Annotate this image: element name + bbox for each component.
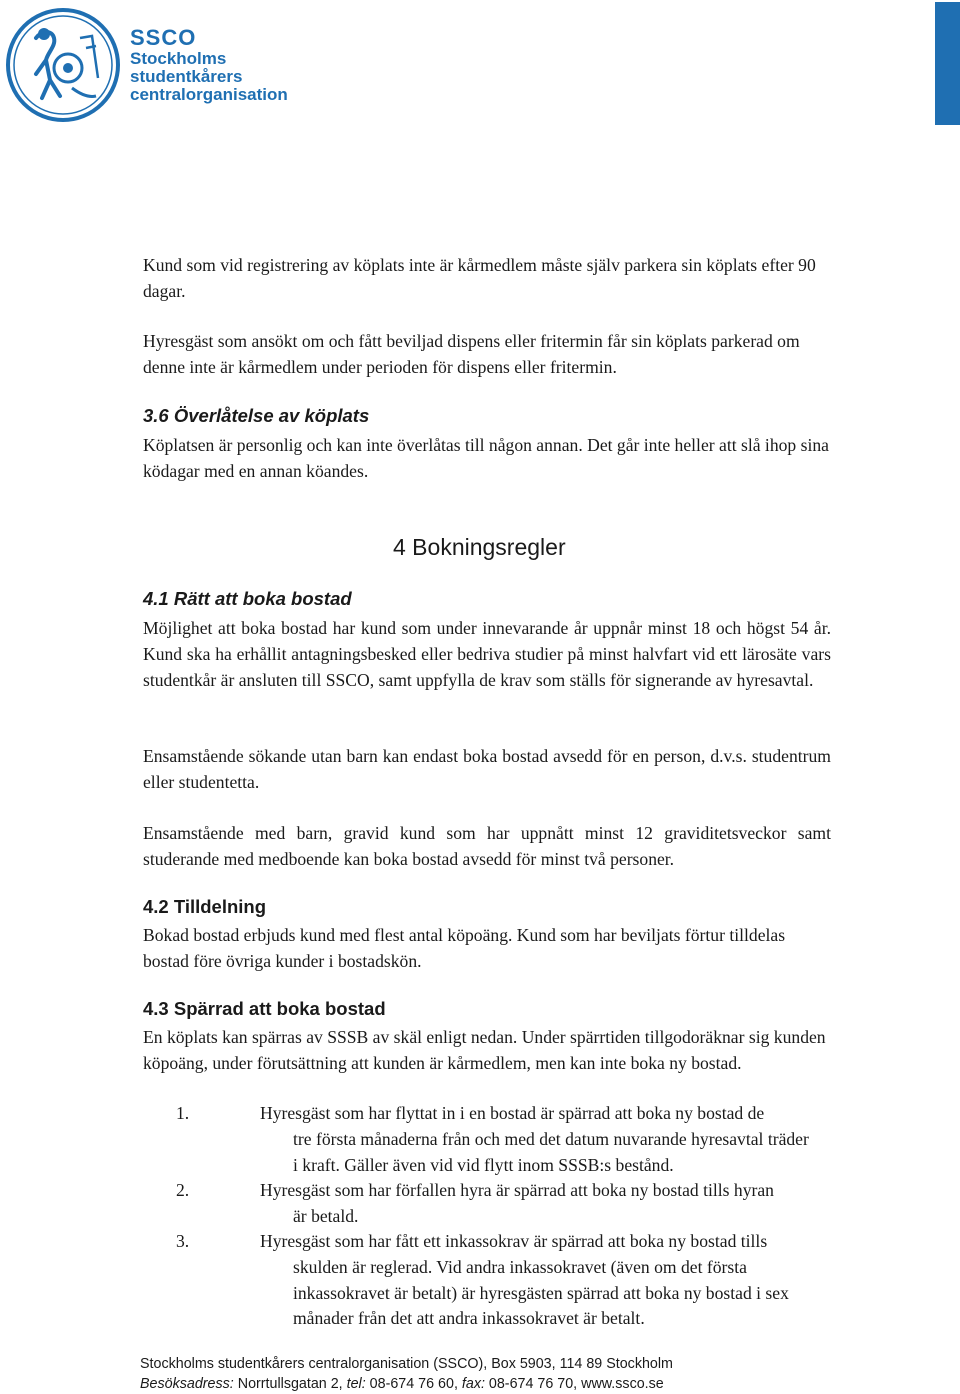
- heading-4-bokningsregler: 4 Bokningsregler: [393, 534, 566, 560]
- heading-3-6: 3.6 Överlåtelse av köplats: [143, 405, 370, 426]
- logo-line-3: centralorganisation: [130, 85, 288, 104]
- list-item-number: 1.: [176, 1103, 190, 1123]
- heading-4-3: 4.3 Spärrad att boka bostad: [143, 998, 386, 1019]
- ssco-seal-logo: [6, 8, 120, 122]
- paragraph-4-1-single: Ensamstående sökande utan barn kan endast boka bostad avsedd för en person, d.v.s. studentrum eller studentetta.: [143, 746, 831, 792]
- list-item-number: 2.: [176, 1180, 190, 1200]
- list-item-first-line: Hyresgäst som har förfallen hyra är spärrad att boka ny bostad tills hyran: [260, 1180, 774, 1200]
- list-item-continuation: är betald.: [293, 1205, 359, 1226]
- footer-contact-line: [140, 1374, 673, 1394]
- footer-organisation-line: Stockholms studentkårers centralorganisation (SSCO), Box 5903, 114 89 Stockholm: [140, 1356, 673, 1372]
- footer-visit-address: Norrtullsgatan 2,: [233, 1376, 347, 1392]
- list-item-continuation: skulden är reglerad. Vid andra inkassokravet (även om det första inkassokravet är betalt) är hyresgästen spärrad att boka ny bostad i sex månader från det att andra inkassokravet är betalt.: [293, 1256, 789, 1329]
- header-accent-tab: [935, 2, 960, 125]
- paragraph-4-1-eligibility: Möjlighet att boka bostad har kund som under innevarande år uppnår minst 18 och högst 54 år. Kund ska ha erhållit antagningsbesked eller bedriva studier på minst halvfart vid ett lärosäte vars studentkår är ansluten till SSCO, samt uppfylla de krav som ställs för signerande av hyresavtal.: [143, 618, 831, 690]
- list-item-continuation: tre första månaderna från och med det datum nuvarande hyresavtal träder i kraft. Gäller även vid vid flytt inom SSSB:s bestånd.: [293, 1128, 809, 1175]
- list-item-first-line: Hyresgäst som har flyttat in i en bostad är spärrad att boka ny bostad de: [260, 1103, 765, 1123]
- paragraph-4-1-family: Ensamstående med barn, gravid kund som har uppnått minst 12 graviditetsveckor samt studerande med medboende kan boka bostad avsedd för minst två personer.: [143, 823, 831, 869]
- paragraph-dispens: Hyresgäst som ansökt om och fått beviljad dispens eller fritermin får sin köplats parkerad om denne inte är kårmedlem under perioden för dispens eller fritermin.: [143, 331, 800, 377]
- logo-line-2: studentkårers: [130, 67, 243, 86]
- paragraph-4-2: Bokad bostad erbjuds kund med flest antal köpoäng. Kund som har beviljats förtur tilldelas bostad före övriga kunder i bostadskön.: [143, 925, 786, 971]
- footer-tel-label: tel:: [346, 1376, 366, 1392]
- footer-fax-web: 08-674 76 70, www.ssco.se: [484, 1376, 664, 1392]
- heading-4-1: 4.1 Rätt att boka bostad: [143, 588, 352, 609]
- ssco-logo-text: [130, 26, 288, 104]
- paragraph-parking-90-days: Kund som vid registrering av köplats inte är kårmedlem måste själv parkera sin köplats efter 90 dagar.: [143, 255, 816, 301]
- logo-line-1: Stockholms: [130, 49, 227, 68]
- footer-visit-label: Besöksadress:: [140, 1376, 234, 1392]
- heading-4-2: 4.2 Tilldelning: [143, 896, 267, 917]
- page-footer: [140, 1354, 673, 1394]
- paragraph-4-3: En köplats kan spärras av SSSB av skäl enligt nedan. Under spärrtiden tillgodoräknar sig kunden köpoäng, under förutsättning att kunden är kårmedlem, men kan inte boka ny bostad.: [143, 1027, 826, 1073]
- footer-fax-label: fax:: [461, 1376, 485, 1392]
- paragraph-3-6: Köplatsen är personlig och kan inte överlåtas till någon annan. Det går inte heller att slå ihop sina ködagar med en annan köandes.: [143, 435, 829, 481]
- list-item-number: 3.: [176, 1231, 190, 1251]
- footer-tel: 08-674 76 60,: [365, 1376, 462, 1392]
- logo-acronym: SSCO: [130, 25, 197, 50]
- list-item-first-line: Hyresgäst som har fått ett inkassokrav är spärrad att boka ny bostad tills: [260, 1231, 768, 1251]
